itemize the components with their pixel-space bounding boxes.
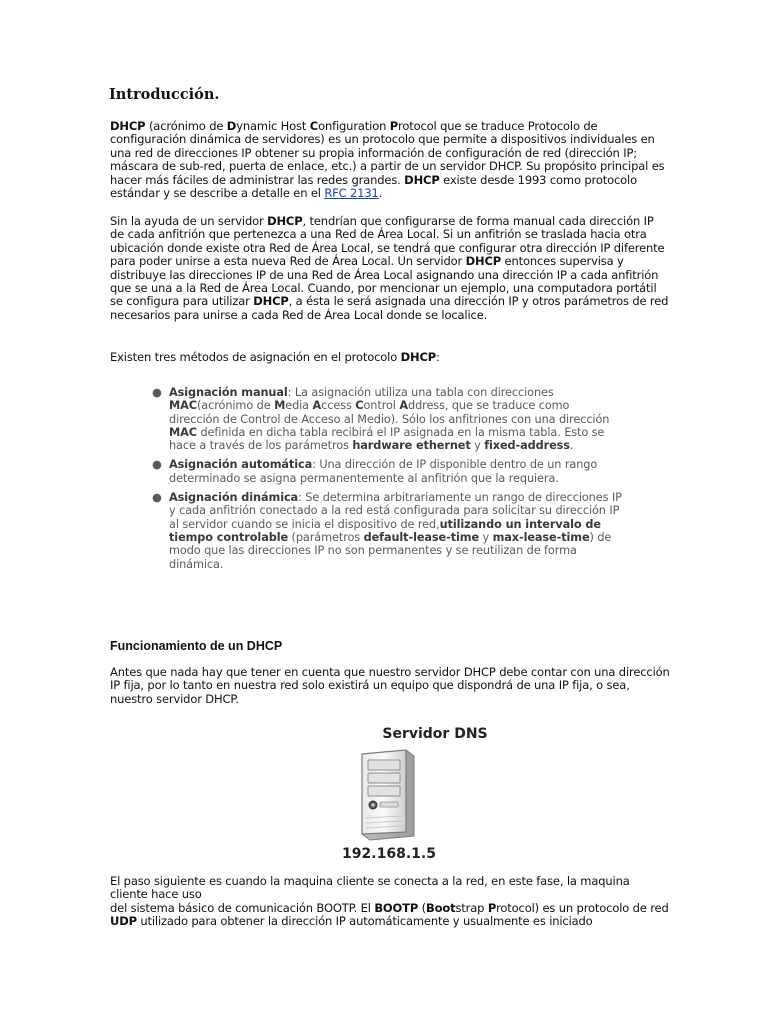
bold-text: Boot xyxy=(426,900,456,915)
bold-text: DHCP xyxy=(110,119,146,133)
bold-text: C xyxy=(355,399,364,413)
text-run: : xyxy=(436,350,440,364)
server-tower-icon xyxy=(356,748,418,842)
server-figure xyxy=(330,722,540,870)
bold-text: A xyxy=(312,399,322,413)
bold-text: UDP xyxy=(110,914,137,929)
bold-text: utilizando un intervalo de tiempo controlable xyxy=(169,517,601,544)
bold-text: fixed-address xyxy=(484,439,570,453)
text-run: edia xyxy=(285,399,313,413)
text-run: ccess xyxy=(321,399,356,413)
bold-text: P xyxy=(389,119,399,133)
text-run: entonces supervisa y distribuye las direcciones IP de una Red de Área Local asignando una dirección IP a cada anfitrión que se una a la Red de Área Local. Cuando, por mencionar un ejemplo, una computadora portátil se configura para utilizar xyxy=(110,254,659,309)
text-run: ynamic Host xyxy=(236,119,310,133)
bold-text: A xyxy=(399,399,408,413)
text-run: : Se determina arbitrariamente un rango de direcciones IP y cada anfitrión conectado a la red está configurada para solicitar su dirección IP al servidor cuando se inicia el dispositivo de red, xyxy=(169,491,622,531)
bold-text: DHCP xyxy=(404,172,440,187)
text-run: y xyxy=(479,530,493,544)
figure-ip-label: 192.168.1.5 xyxy=(342,846,436,862)
text-run: . xyxy=(378,186,383,201)
text-run: Existen tres métodos de asignación en el protocolo xyxy=(110,350,401,364)
rfc-link[interactable]: RFC 2131 xyxy=(324,186,379,201)
method-item-automatic xyxy=(152,458,622,485)
section-heading-funcionamiento: Funcionamiento de un DHCP xyxy=(110,639,283,653)
bold-text: Asignación dinámica xyxy=(169,491,299,505)
assignment-methods-list xyxy=(152,386,622,577)
text-run: (acrónimo de xyxy=(145,119,227,133)
section-heading-introduccion: Introducción. xyxy=(109,86,220,103)
bold-text: hardware ethernet xyxy=(352,439,471,453)
intro-paragraph-3 xyxy=(110,351,670,364)
text-run: El paso siguiente es cuando la maquina cliente se conecta a la red, en este fase, la maquina cliente hace uso del sistema básico de comunicación BOOTP. El xyxy=(110,874,630,915)
text-run: existe desde 1993 como protocolo estándar y se describe a detalle en el xyxy=(110,172,637,201)
text-run: . xyxy=(569,439,574,453)
method-item-manual xyxy=(152,386,622,452)
text-run: rotocol) es un protocolo de red xyxy=(496,900,669,915)
bold-text: MAC xyxy=(169,425,197,439)
bold-text: BOOTP xyxy=(374,900,419,915)
text-run: (acrónimo de xyxy=(196,399,275,413)
bold-text: DHCP xyxy=(400,350,437,364)
text-run: definida en dicha tabla recibirá el IP asignada en la misma tabla. Esto se hace a través de los parámetros xyxy=(169,425,605,453)
bold-text: C xyxy=(309,119,319,133)
text-run: onfiguration xyxy=(318,119,390,133)
bold-text: M xyxy=(274,399,286,413)
text-run: y xyxy=(470,439,485,453)
intro-paragraph-1 xyxy=(110,120,670,200)
method-text xyxy=(169,458,597,484)
funcionamiento-paragraph: Antes que nada hay que tener en cuenta que nuestro servidor DHCP debe contar con una dirección IP fija, por lo tanto en nuestra red solo existirá un equipo que dispondrá de una IP fija, o sea, nuestro servidor DHCP. xyxy=(110,665,670,706)
text-run: Sin la ayuda de un servidor xyxy=(110,214,268,228)
text-run: ( xyxy=(418,900,426,915)
text-run: utilizado para obtener la dirección IP automáticamente y usualmente es iniciado xyxy=(136,914,593,929)
text-run: (parámetros xyxy=(288,530,364,544)
text-run: : Una dirección de IP disponible dentro de un rango determinado se asigna permanentemente al anfitrión que la requiera. xyxy=(169,458,598,485)
bullet-icon: ● xyxy=(152,386,162,399)
bold-text: DHCP xyxy=(267,214,303,228)
text-run: rotocol que se traduce Protocolo de configuración dinámica de servidores) es un protocolo que permite a dispositivos individuales en una red de direcciones IP obtener su propia información de configuración de red (dirección IP; máscara de sub-red, puerta de enlace, etc.) a partir de un servidor DHCP. Su propósito principal es hacer más fáciles de administrar las redes grandes. xyxy=(110,119,665,187)
bold-text: MAC xyxy=(169,399,197,413)
bold-text: P xyxy=(487,900,497,915)
method-text xyxy=(169,386,609,452)
bold-text: max-lease-time xyxy=(492,530,590,544)
text-run: : La asignación utiliza una tabla con direcciones xyxy=(287,386,554,399)
bullet-icon: ● xyxy=(152,491,162,505)
figure-title: Servidor DNS xyxy=(382,726,488,742)
bullet-icon: ● xyxy=(152,458,162,472)
text-run: ontrol xyxy=(363,399,400,413)
bold-text: Asignación manual xyxy=(169,386,288,399)
text-run: ddress, que se traduce como dirección de Control de Acceso al Medio). Sólo los anfitriones con una dirección xyxy=(169,399,610,426)
text-run: strap xyxy=(455,900,488,915)
closing-paragraph xyxy=(110,875,670,929)
method-item-dynamic xyxy=(152,491,622,571)
bold-text: DHCP xyxy=(253,294,289,309)
text-run: , a ésta le será asignada una dirección IP y otros parámetros de red necesarios para unirse a cada Red de Área Local donde se localice. xyxy=(110,294,669,322)
text-run: ) de modo que las direcciones IP no son permanentes y se reutilizan de forma dinámica. xyxy=(169,530,612,571)
text-run: , tendrían que configurarse de forma manual cada dirección IP de cada anfitrión que pertenezca a una Red de Área Local. Si un anfitrión se traslada hacia otra ubicación donde existe otra Red de Área Local, se tendrá que configurar otra dirección IP diferente para poder unirse a esta nueva Red de Área Local. Un servidor xyxy=(110,214,665,269)
method-text xyxy=(169,491,622,570)
bold-text: DHCP xyxy=(465,254,502,269)
intro-paragraph-2 xyxy=(110,215,670,322)
bold-text: default-lease-time xyxy=(363,530,480,544)
bold-text: D xyxy=(226,119,237,133)
bold-text: Asignación automática xyxy=(169,458,313,472)
